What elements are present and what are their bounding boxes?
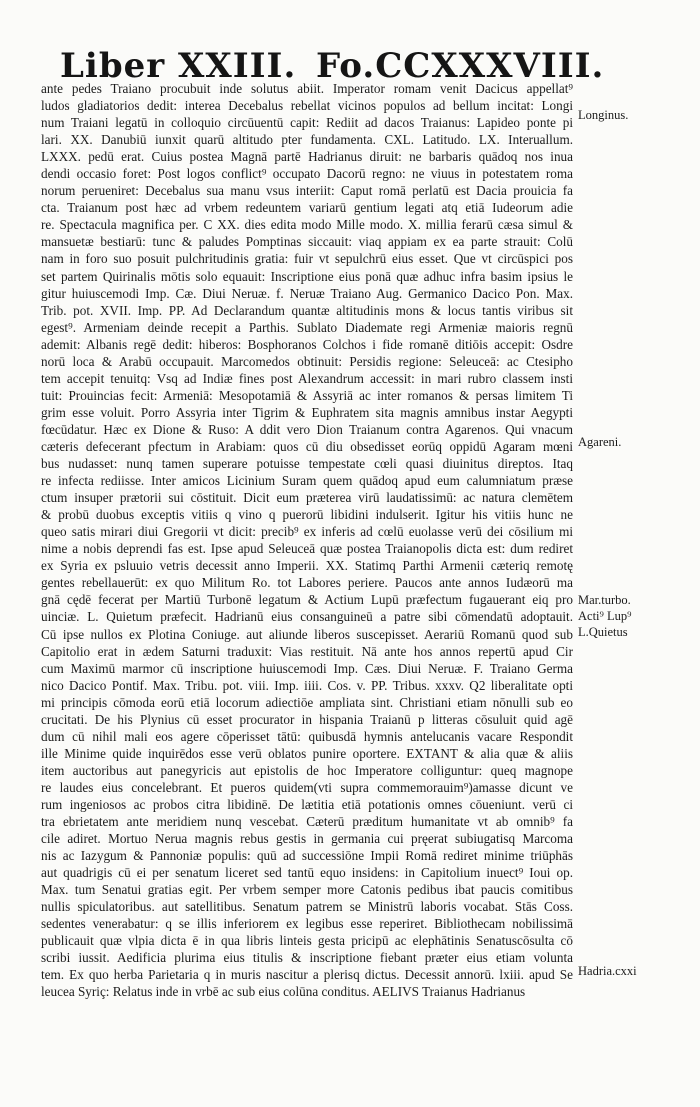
text-line: tuit: Prouincias fecit: Armeniā: Mesopotamiā & Assyriā ac inter romanos & persas limitem Ti <box>41 387 573 403</box>
text-line: Trib. pot. XVII. Imp. PP. Ad Declarandum quantæ altitudinis mons & locus tantis viribus sit <box>41 302 573 318</box>
text-line: re. Spectacula magnifica per. C XX. dies edita modo Mille modo. X. millia ferarū cæsa simul & <box>41 217 573 233</box>
margin-note-martius-turbo: Mar.turbo. <box>578 593 631 607</box>
text-line: ille Minime quide inquirēdos esse verū oblatos punire oportere. EXTANT & alia quæ & aliis <box>41 745 573 761</box>
text-line: grim esse voluit. Porro Assyria inter Tigrim & Euphratem sita magnis amnibus instar Aegypti <box>41 404 573 420</box>
text-line: ademit: Albanis regē dedit: hiberos: Bosphoranos Colchos i fide romanē ditiōis accepit: Osdre <box>41 336 573 352</box>
text-line: aut quadrigis cū ei per senatum liceret sed tantū equo insidens: in Capitolium inuect⁹ Ioui op. <box>41 865 573 881</box>
text-line: Cū ipse nullos ex Plotina Coniuge. aut aliunde liberos suscepisset. Aerariū Romanū quod sub <box>41 626 573 642</box>
text-line: nam in foro suo posuit pulchritudinis gratia: fuir vt sepulchrū eius esset. Que vt circūspici pos <box>41 251 573 267</box>
text-line: fœcūdatur. Hæc ex Dione & Ruso: A ddit vero Dion Traianum contra Agarenos. Qui vnacum <box>41 421 573 437</box>
text-line: publicauit quæ vlpia dicta ē in qua libris linteis gesta pricipū ac elephātinis Senatuscōsulta cō <box>41 933 573 949</box>
text-line: ludos gladiatorios dedit: interea Decebalus rebellat vicinos populos ad bellum incitat: Longi <box>41 98 573 114</box>
text-line: cile adiret. Mortuo Nerua magnis rebus gestis in germania cui pręerat subiugatisq Marcoma <box>41 831 573 847</box>
text-line: norū loca & Arabū occupauit. Marcomedos obtinuit: Persidis regione: Seleuceā: ac Ctesipho <box>41 353 573 369</box>
text-line: tem accepit tenuitq: Vsq ad Indiæ fines post Alexandrum accessit: in mari rubro classem insti <box>41 370 573 386</box>
folio-number: Fo.CCXXXVIII. <box>316 46 605 86</box>
text-line: Max. tum Senatui gratias egit. Per vrbem semper more Catonis pedibus ibat paucis comitibus <box>41 882 573 898</box>
text-line: ante pedes Traiano procubuit inde solutus abiit. Imperator romam venit Dacicus appellat⁹ <box>41 81 573 96</box>
text-line: set partem Quirinalis mōtis solo equauit: Inscriptione eius ponā quæ adhuc infra basim ipsius le <box>41 268 573 284</box>
text-line: & probū duobus exceptis vitiis q vino q puerorū libidini indulserit. Igitur his vitiis hunc ne <box>41 507 573 523</box>
text-line: scribi iussit. Aedificia plurima eius titulis & inscriptione fiebant præter eius etiam volunta <box>41 950 573 966</box>
text-line: Capitolio erat in ædem Saturni traduxit: Vias restituit. Nā ante hos annos repertū apud Cir <box>41 643 573 659</box>
text-line: dendi occasio foret: Post logos conflict⁹ occupato Dacorū regno: ne viuus in potestatem roma <box>41 166 573 182</box>
margin-note-longinus: Longinus. <box>578 108 629 122</box>
margin-note-actius-lupus: Acti⁹ Lup⁹ <box>578 609 632 623</box>
text-line: gentes rebellauerūt: ex quo Militum Ro. tot Labores periere. Paucos ante annos Iudæorū ma <box>41 575 573 591</box>
text-line: cta. Traianum post hæc ad vrbem redeuntem variarū gentium legati atq etiā Iudeorum adie <box>41 200 573 216</box>
text-line: tra ebrietatem ante meridiem nunq vescebat. Cæterū præditum humanitate vt ab omnib⁹ fa <box>41 814 573 830</box>
text-line: lari. XX. Danubiū iunxit quarū altitudo pter fundamenta. CXL. Latitudo. LX. Interuallum. <box>41 132 573 148</box>
text-line: gitur huiuscemodi Imp. Cæ. Diui Neruæ. f. Neruæ Traiano Aug. Germanico Dacico Pon. Max. <box>41 285 573 301</box>
text-line: nullis spiculatoribus. aut satellitibus. Senatum patrem se Ministrū laboris vocabat. Stās Coss. <box>41 899 573 915</box>
text-line: mi principis cōmoda eorū etiā locorum adiectiōe ampliata sint. Christiani etiam nōnulli sub eo <box>41 694 573 710</box>
text-line: mansuetæ bestiarū: tunc & paludes Pomptinas siccauit: viaq appiam ex ea parte strauit: Colū <box>41 234 573 250</box>
text-line: queo satis mirari diui Gregorii vt dicit: precib⁹ ex inferis ad cœlū euolasse verū dei cōsilium mi <box>41 524 573 540</box>
text-line: cum Maximū marmor cū inscriptione huiuscemodi Imp. Cæs. Diui Neruæ. F. Traiano Germa <box>41 660 573 676</box>
margin-note-agareni: Agareni. <box>578 435 622 449</box>
text-line: re infecta rediisse. Inter amicos Licinium Suram quem quādoq apud eum calumniatum præse <box>41 473 573 489</box>
text-line: nis ac Iazygum & Pannoniæ populis: quū ad successiōne Impii Romā rediret minime triūphās <box>41 848 573 864</box>
text-line: item auctoribus aut panegyricis aut epistolis de hoc Imperatore colliguntur: queq magnope <box>41 762 573 778</box>
text-line: leucea Syriç: Relatus inde in vrbē ac sub eius colūna conditus. AELIVS Traianus Hadrianus <box>41 984 526 1000</box>
text-line: tem. Ex quo herba Parietaria q in muris nascitur a plerisq dictus. Decessit annorū. lxiii. apud Se <box>41 967 573 983</box>
text-line: rum ingeniosos ac probos citra libidinē. De lætitia etiā potationis omnes cōueniunt. verū ci <box>41 796 573 812</box>
margin-note-hadrianus: Hadria.cxxi <box>578 964 637 978</box>
text-line: re laudes eius concelebrant. Et pueros quidem(vti supra commemorauim⁹)amasse dicunt ve <box>41 779 573 795</box>
body-text <box>41 80 573 1001</box>
text-line: egest⁹. Armeniam deinde recepit a Parthis. Sublato Diademate regi Armeniæ maioris regnū <box>41 319 573 335</box>
text-line: gnā cędē fecerat per Martiū Turbonē legatum & Actium Lupū præfectum fugauerant eiq pro <box>41 592 573 608</box>
text-line: sedentes venerabatur: q se illis inferiorem ex legibus esse reperiret. Bibliothecam nobilissimā <box>41 916 573 932</box>
margin-note-l-quietus: L.Quietus <box>578 625 628 639</box>
text-line: nico Dacico Pontif. Max. Tribu. pot. viii. Imp. iiii. Cos. v. PP. Tribus. xxxv. Q2 liberalitate opti <box>41 677 573 693</box>
text-line: LXXX. pedū erat. Cuius postea Magnā partē Hadrianus diruit: ne barbaris quādoq nos inua <box>41 149 573 165</box>
text-line: cæteris defecerant pfectum in Arabiam: quos cū diu obsedisset eorūq oppidū Agaram mœni <box>41 438 573 454</box>
text-line: bus nudasset: nunq tamen superare potuisse tempestate cœli quasi diuinitus direptos. Itaq <box>41 456 573 472</box>
text-line: num Traiani legatū in colloquio circūuentū capit: Rediit ad dacos Traianus: Lapideo ponte pi <box>41 115 573 131</box>
text-line: nime a nobis deprendi fas est. Ipse apud Seleuceā quæ postea Traianopolis dicta est: dum rediret <box>41 541 573 557</box>
text-line: ctum insuper prætorii sui cōstituit. Dicit eum præterea virū laudatissimū: ac natura clemētem <box>41 490 573 506</box>
text-line: norum perueniret: Decebalus sua manu vsus interiit: Caput romā perlatū est Dacia prouicia fa <box>41 183 573 199</box>
text-line: crucitati. De his Plynius cū esset procurator in hispania Traianū p litteras cōsuluit quid agē <box>41 711 573 727</box>
book-number: Liber XXIII. <box>60 46 297 86</box>
text-line: uinciæ. L. Quietum præfecit. Hadrianū eius consanguineū a patre sibi cōmendatū adoptauit. <box>41 609 573 625</box>
text-line: ex Syria ex psluuio vetris decessit anno Imperii. XX. Statimq Parthi Armenii cæteriq remotę <box>41 558 573 574</box>
text-line: dum cū nihil mali eos agere cōperisset tātū: quibusdā hymnis antelucanis vacare Respondit <box>41 728 573 744</box>
